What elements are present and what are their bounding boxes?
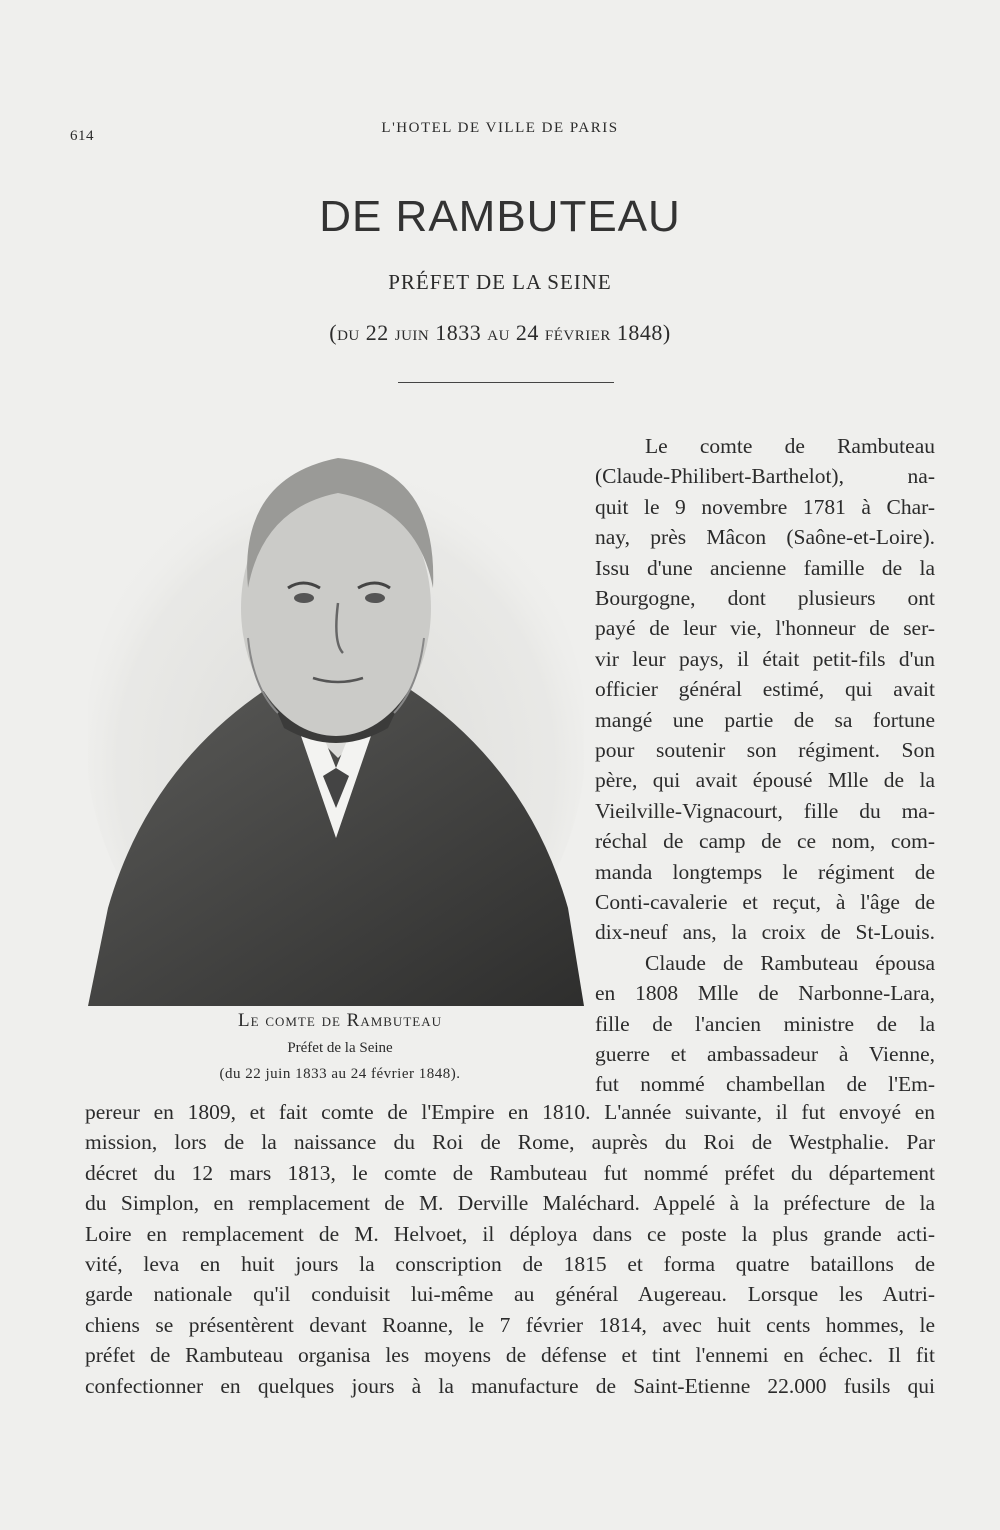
text-line: fille de l'ancien ministre de la (595, 1011, 935, 1036)
text-line: réchal de camp de ce nom, com- (595, 829, 935, 854)
page-number: 614 (70, 128, 94, 144)
text-line: Vieilville-Vignacourt, fille du ma- (595, 798, 935, 823)
text-line: guerre et ambassadeur à Vienne, (595, 1042, 935, 1066)
caption-name: Le comte de Rambuteau (238, 1010, 442, 1031)
text-line: Issu d'une ancienne famille de la (595, 555, 935, 580)
tenure-dates: (du 22 juin 1833 au 24 février 1848) (329, 320, 671, 345)
text-line: vité, leva en huit jours la conscription de 1815 et forma quatre bataillons de (85, 1252, 935, 1276)
text-line: (Claude-Philibert-Barthelot), na- (595, 464, 935, 489)
text-line: mangé une partie de sa fortune (595, 707, 935, 732)
text-line: officier général estimé, qui avait (595, 677, 935, 702)
text-line: pour soutenir son régiment. Son (595, 738, 935, 762)
title-rule (398, 382, 614, 383)
text-line: confectionner en quelques jours à la manufacture de Saint-Etienne 22.000 fusils qui (85, 1373, 935, 1398)
page-subtitle: PRÉFET DE LA SEINE (388, 270, 612, 294)
running-head: L'HOTEL DE VILLE DE PARIS (381, 120, 619, 136)
text-line: en 1808 Mlle de Narbonne-Lara, (595, 981, 935, 1006)
text-line: nay, près Mâcon (Saône-et-Loire). (595, 525, 935, 550)
caption-role: Préfet de la Seine (287, 1040, 393, 1056)
text-line: Claude de Rambuteau épousa (645, 950, 935, 975)
text-line: Loire en remplacement de M. Helvoet, il déploya dans ce poste la plus grande acti- (85, 1221, 935, 1246)
portrait-engraving (88, 438, 584, 1006)
text-line: préfet de Rambuteau organisa les moyens de défense et tint l'ennemi en échec. Il fit (85, 1343, 935, 1368)
page-title: DE RAMBUTEAU (319, 192, 681, 241)
text-line: chiens se présentèrent devant Roanne, le 7 février 1814, avec huit cents hommes, le (85, 1312, 935, 1337)
text-line: Conti-cavalerie et reçut, à l'âge de (595, 890, 935, 914)
text-line: quit le 9 novembre 1781 à Char- (595, 494, 935, 519)
text-line: dix-neuf ans, la croix de St-Louis. (595, 920, 935, 945)
caption-dates: (du 22 juin 1833 au 24 février 1848). (219, 1066, 461, 1082)
text-line: père, qui avait épousé Mlle de la (595, 768, 935, 793)
text-line: Bourgogne, dont plusieurs ont (595, 586, 935, 610)
text-line: vir leur pays, il était petit-fils d'un (595, 646, 935, 671)
text-line: manda longtemps le régiment de (595, 859, 935, 884)
text-line: payé de leur vie, l'honneur de ser- (595, 616, 935, 641)
text-line: fut nommé chambellan de l'Em- (595, 1072, 935, 1097)
text-line: décret du 12 mars 1813, le comte de Rambuteau fut nommé préfet du département (85, 1160, 935, 1185)
text-line: du Simplon, en remplacement de M. Derville Maléchard. Appelé à la préfecture de la (85, 1191, 935, 1216)
text-line: garde nationale qu'il conduisit lui-même au général Augereau. Lorsque les Autri- (85, 1282, 935, 1307)
text-line: pereur en 1809, et fait comte de l'Empire en 1810. L'année suivante, il fut envoyé en (85, 1100, 935, 1124)
text-line: mission, lors de la naissance du Roi de Rome, auprès du Roi de Westphalie. Par (85, 1130, 935, 1155)
text-line: Le comte de Rambuteau (645, 434, 935, 458)
